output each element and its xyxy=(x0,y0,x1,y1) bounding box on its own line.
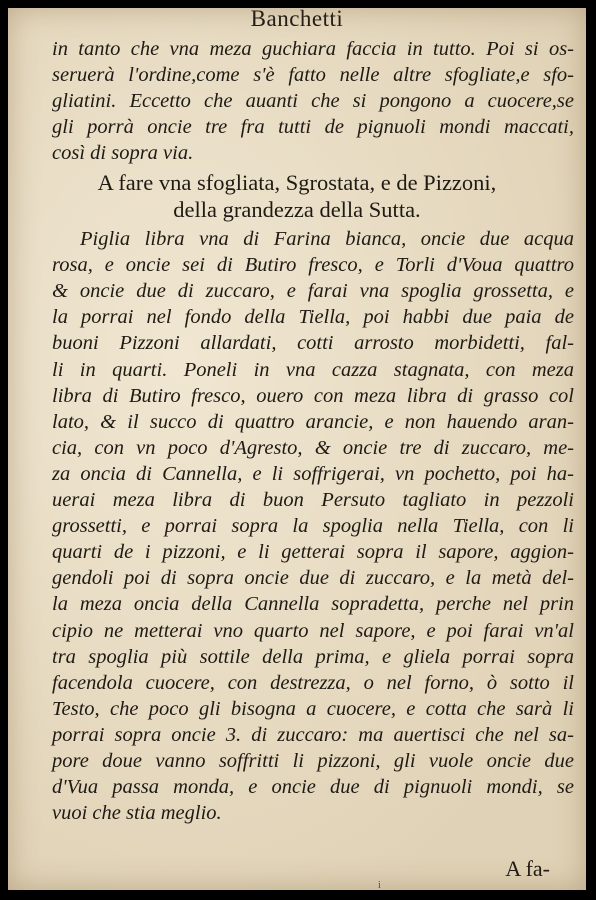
text-line: tra spoglia più sottile della prima, e gliela porrai sopra xyxy=(52,645,574,668)
text-line: vuoi che stia meglio. xyxy=(52,802,222,825)
text-line: & oncie due di zuccaro, e farai vna spoglia grossetta, e xyxy=(52,280,574,303)
text-line: grossetti, e porrai sopra la spoglia nella Tiella, con li xyxy=(52,515,574,538)
text-line: cipio ne metterai vno quarto nel sapore, e poi farai vn'al xyxy=(52,619,574,642)
text-line: porrai sopra oncie 3. di zuccaro: ma auertisci che nel sa- xyxy=(52,723,574,746)
catchword: A fa- xyxy=(505,856,550,881)
running-head: Banchetti xyxy=(250,8,344,31)
text-line: quarti de i pizzoni, e li getterai sopra il sapore, aggion- xyxy=(52,541,574,564)
section-heading: della grandezza della Sutta. xyxy=(173,197,421,222)
text-line: gliatini. Eccetto che auanti che si pongono a cuocere,se xyxy=(52,90,574,113)
text-line: buoni Pizzoni allardati, cotti arrosto morbidetti, fal- xyxy=(52,332,574,355)
text-line: pore doue vanno soffritti li pizzoni, gli vuole oncie due xyxy=(52,750,574,772)
text-line: seruerà l'ordine,come s'è fatto nelle altre sfogliate,e sfo- xyxy=(52,64,574,87)
text-line: Piglia libra vna di Farina bianca, oncie due acqua xyxy=(80,228,574,250)
text-line: in tanto che vna meza guchiara faccia in tutto. Poi si os- xyxy=(52,38,574,60)
text-line: gendoli poi di sopra oncie due di zuccaro, e la metà del- xyxy=(52,567,574,590)
text-line: li in quarti. Poneli in vna cazza stagnata, con meza xyxy=(52,358,574,381)
text-line: gli porrà oncie tre fra tutti de pignuoli mondi maccati, xyxy=(52,116,574,139)
text-line: la porrai nel fondo della Tiella, poi habbi due paia de xyxy=(52,306,574,329)
text-line: za oncia di Cannella, e li soffrigerai, vn pochetto, poi ha- xyxy=(52,462,574,485)
text-line: libra di Butiro fresco, ouero con meza libra di grasso col xyxy=(52,384,574,407)
text-line: d'Vua passa monda, e oncie due di pignuoli mondi, se xyxy=(52,776,574,799)
text-line: lato, & il succo di quattro arancie, e non hauendo aran- xyxy=(52,410,574,433)
section-heading: A fare vna sfogliata, Sgrostata, e de Pizzoni, xyxy=(97,170,497,195)
text-line: facendola cuocere, con destrezza, o nel forno, ò sotto il xyxy=(52,671,574,694)
signature-mark: i xyxy=(378,880,381,890)
text-line: uerai meza libra di buon Persuto tagliato in pezzoli xyxy=(52,489,574,511)
text-line: Testo, che poco gli bisogna a cuocere, e cotta che sarà li xyxy=(52,697,574,720)
text-line: cia, con vn poco d'Agresto, & oncie tre di zuccaro, me- xyxy=(52,436,574,459)
text-line: rosa, e oncie sei di Butiro fresco, e Torli d'Voua quattro xyxy=(52,254,574,277)
text-line: così di sopra via. xyxy=(52,142,194,165)
book-page xyxy=(8,8,586,890)
text-line: la meza oncia della Cannella sopradetta, perche nel prin xyxy=(52,593,574,616)
